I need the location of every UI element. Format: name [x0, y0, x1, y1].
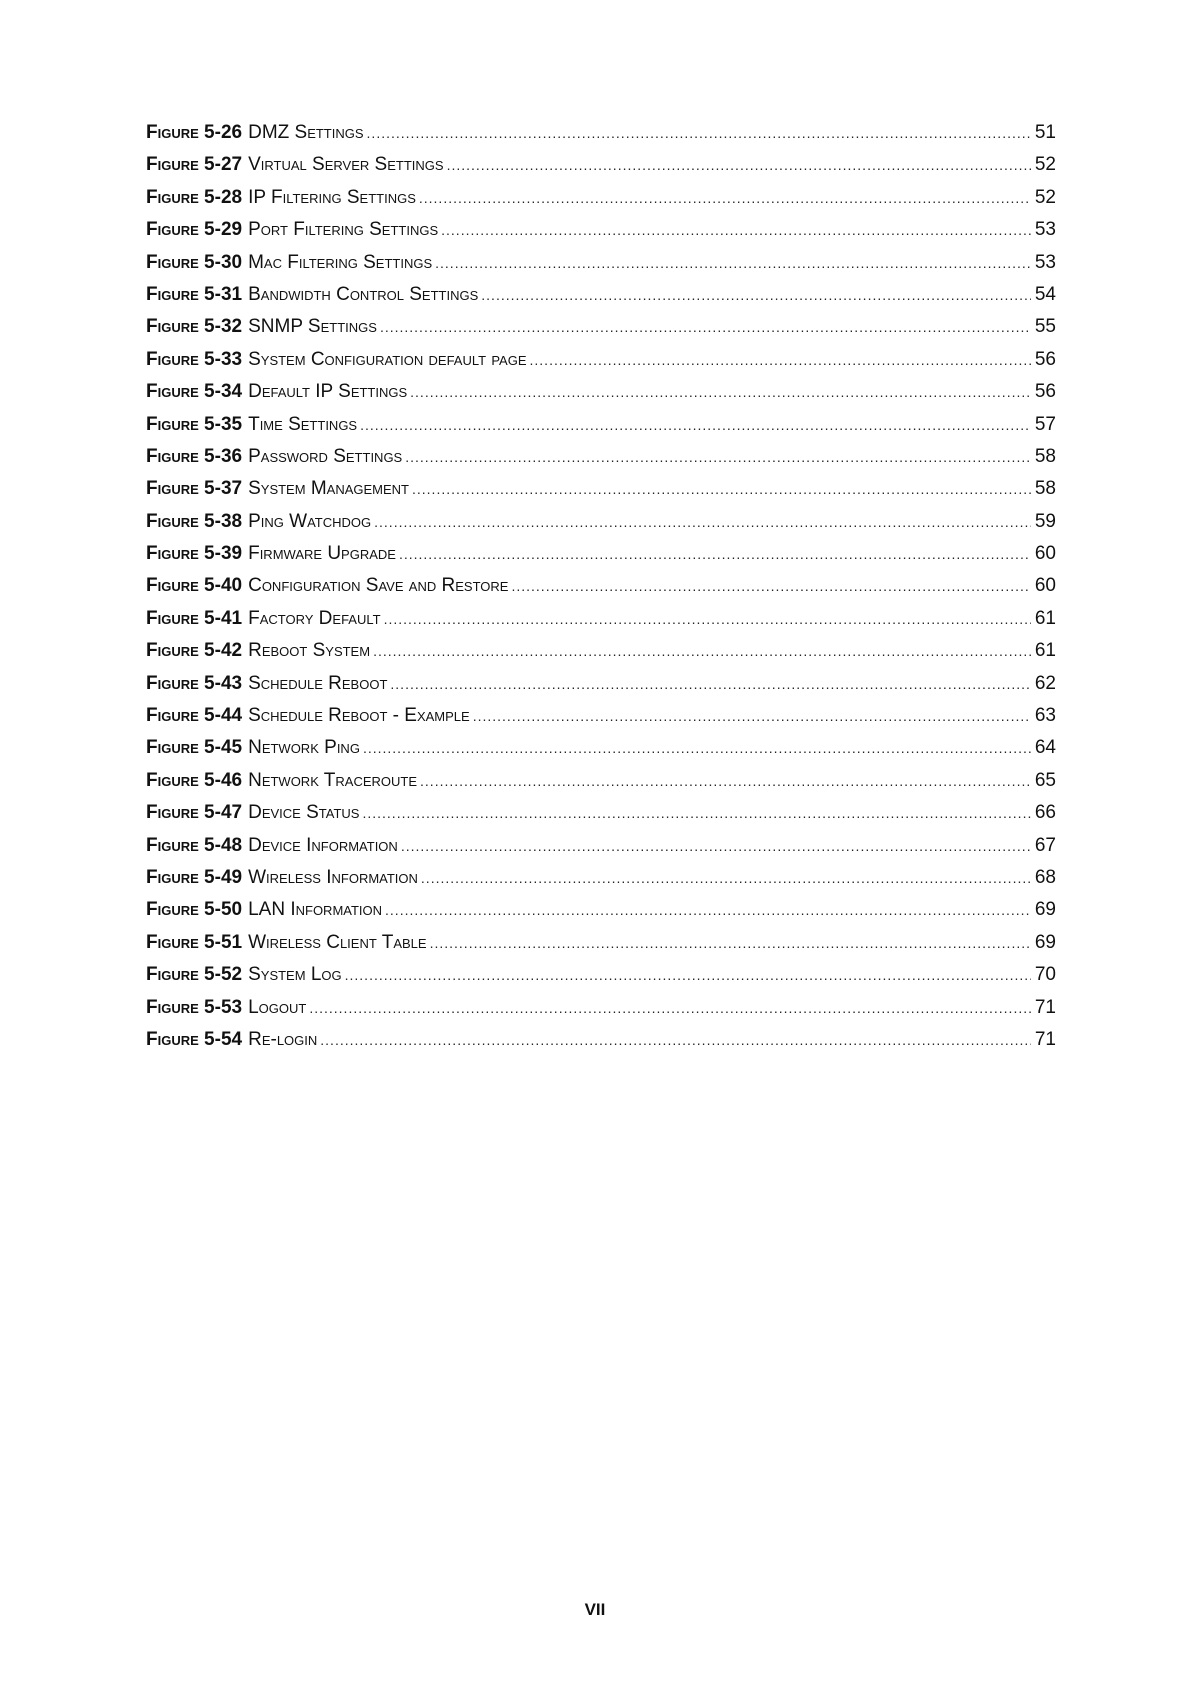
toc-entry[interactable] [146, 927, 1056, 959]
page-number: 71 [1034, 996, 1056, 1018]
page-number: 55 [1034, 316, 1056, 338]
toc-entry[interactable] [146, 603, 1056, 635]
dot-leader [511, 570, 1031, 602]
figure-label: Figure 5-51 [146, 931, 243, 953]
list-of-figures [146, 117, 1056, 1056]
figure-label: Figure 5-50 [146, 899, 243, 921]
figure-title: System Management [248, 478, 409, 500]
figure-label: Figure 5-52 [146, 964, 243, 986]
figure-title: System Configuration default page [248, 348, 527, 370]
figure-title: LAN Information [248, 899, 383, 921]
figure-label: Figure 5-47 [146, 802, 243, 824]
page-number: 52 [1034, 154, 1056, 176]
toc-entry[interactable] [146, 182, 1056, 214]
figure-title: Ping Watchdog [248, 510, 372, 532]
figure-label: Figure 5-44 [146, 705, 243, 727]
figure-title: Reboot System [248, 640, 371, 662]
page-number: 66 [1034, 802, 1056, 824]
dot-leader [309, 992, 1031, 1024]
figure-label: Figure 5-49 [146, 866, 243, 888]
figure-title: Network Ping [248, 737, 360, 759]
figure-label: Figure 5-30 [146, 251, 243, 273]
figure-title: Mac Filtering Settings [248, 251, 433, 273]
figure-title: Firmware Upgrade [248, 543, 396, 565]
figure-label: Figure 5-42 [146, 640, 243, 662]
toc-entry[interactable] [146, 862, 1056, 894]
dot-leader [374, 506, 1031, 538]
toc-entry[interactable] [146, 894, 1056, 926]
dot-leader [447, 149, 1031, 181]
figure-label: Figure 5-28 [146, 186, 243, 208]
dot-leader [481, 279, 1031, 311]
figure-title: System Log [248, 964, 342, 986]
page-number: 64 [1034, 737, 1056, 759]
figure-label: Figure 5-35 [146, 413, 243, 435]
figure-label: Figure 5-48 [146, 834, 243, 856]
dot-leader [405, 441, 1031, 473]
toc-entry[interactable] [146, 765, 1056, 797]
toc-entry[interactable] [146, 344, 1056, 376]
toc-entry[interactable] [146, 830, 1056, 862]
page-number: 61 [1034, 607, 1056, 629]
page-number: 59 [1034, 510, 1056, 532]
page-number: 62 [1034, 672, 1056, 694]
page-number: 60 [1034, 543, 1056, 565]
figure-title: Logout [248, 996, 307, 1018]
dot-leader [441, 214, 1031, 246]
dot-leader [421, 862, 1031, 894]
dot-leader [385, 894, 1031, 926]
figure-title: SNMP Settings [248, 316, 377, 338]
figure-title: Virtual Server Settings [248, 154, 444, 176]
figure-title: Network Traceroute [248, 769, 418, 791]
toc-entry[interactable] [146, 247, 1056, 279]
toc-entry[interactable] [146, 732, 1056, 764]
dot-leader [373, 635, 1031, 667]
page-number: 54 [1034, 283, 1056, 305]
dot-leader [380, 311, 1031, 343]
dot-leader [360, 409, 1031, 441]
page-number: 67 [1034, 834, 1056, 856]
figure-label: Figure 5-26 [146, 122, 243, 143]
dot-leader [362, 797, 1031, 829]
dot-leader [430, 927, 1031, 959]
figure-label: Figure 5-41 [146, 607, 243, 629]
figure-label: Figure 5-39 [146, 543, 243, 565]
figure-label: Figure 5-53 [146, 996, 243, 1018]
figure-title: Password Settings [248, 445, 403, 467]
page-number: 58 [1034, 445, 1056, 467]
figure-title: Bandwidth Control Settings [248, 283, 479, 305]
toc-entry[interactable] [146, 409, 1056, 441]
footer-page-number: VII [584, 1600, 606, 1619]
page-number: 71 [1034, 1028, 1056, 1050]
page-number: 60 [1034, 575, 1056, 597]
dot-leader [435, 247, 1031, 279]
figure-label: Figure 5-27 [146, 154, 243, 176]
page-number: 52 [1034, 186, 1056, 208]
dot-leader [384, 603, 1031, 635]
figure-title: Configuration Save and Restore [248, 575, 509, 597]
figure-title: IP Filtering Settings [248, 186, 416, 208]
figure-label: Figure 5-33 [146, 348, 243, 370]
page-number: 68 [1034, 866, 1056, 888]
toc-entry[interactable] [146, 506, 1056, 538]
figure-label: Figure 5-34 [146, 381, 243, 403]
figure-label: Figure 5-46 [146, 769, 243, 791]
figure-label: Figure 5-54 [146, 1028, 243, 1050]
toc-entry[interactable] [146, 538, 1056, 570]
dot-leader [367, 117, 1031, 149]
toc-entry[interactable] [146, 1024, 1056, 1056]
figure-title: Re-login [248, 1028, 318, 1050]
dot-leader [530, 344, 1031, 376]
figure-label: Figure 5-40 [146, 575, 243, 597]
toc-entry[interactable] [146, 279, 1056, 311]
figure-title: Time Settings [248, 413, 358, 435]
toc-entry[interactable] [146, 959, 1056, 991]
toc-entry[interactable] [146, 570, 1056, 602]
dot-leader [473, 700, 1031, 732]
page-number: 53 [1034, 251, 1056, 273]
page-number: 56 [1034, 381, 1056, 403]
page-number: 69 [1034, 931, 1056, 953]
toc-entry[interactable] [146, 117, 1056, 149]
page-number: 63 [1034, 705, 1056, 727]
dot-leader [363, 732, 1031, 764]
figure-title: Default IP Settings [248, 381, 408, 403]
figure-label: Figure 5-38 [146, 510, 243, 532]
page-number: 56 [1034, 348, 1056, 370]
page-number: 65 [1034, 769, 1056, 791]
dot-leader [420, 765, 1031, 797]
page-number: 57 [1034, 413, 1056, 435]
figure-title: Wireless Client Table [248, 931, 427, 953]
figure-label: Figure 5-37 [146, 478, 243, 500]
page-number: 58 [1034, 478, 1056, 500]
toc-entry[interactable] [146, 441, 1056, 473]
figure-title: Wireless Information [248, 866, 418, 888]
toc-entry[interactable] [146, 376, 1056, 408]
page-number: 61 [1034, 640, 1056, 662]
figure-label: Figure 5-36 [146, 445, 243, 467]
toc-entry[interactable] [146, 311, 1056, 343]
dot-leader [401, 830, 1031, 862]
figure-label: Figure 5-43 [146, 672, 243, 694]
page-number: 53 [1034, 219, 1056, 241]
dot-leader [320, 1024, 1031, 1056]
dot-leader [419, 182, 1031, 214]
toc-entry[interactable] [146, 635, 1056, 667]
dot-leader [399, 538, 1031, 570]
toc-entry[interactable] [146, 668, 1056, 700]
figure-title: Schedule Reboot - Example [248, 705, 470, 727]
figure-label: Figure 5-29 [146, 219, 243, 241]
toc-entry[interactable] [146, 473, 1056, 505]
figure-title: Port Filtering Settings [248, 219, 439, 241]
page-number: 69 [1034, 899, 1056, 921]
figure-title: Device Information [248, 834, 398, 856]
page-number: 51 [1034, 122, 1056, 143]
toc-entry[interactable] [146, 700, 1056, 732]
dot-leader [410, 376, 1031, 408]
toc-entry[interactable] [146, 992, 1056, 1024]
figure-title: Device Status [248, 802, 360, 824]
dot-leader [412, 473, 1031, 505]
toc-entry[interactable] [146, 214, 1056, 246]
figure-label: Figure 5-32 [146, 316, 243, 338]
figure-title: Schedule Reboot [248, 672, 388, 694]
toc-entry[interactable] [146, 797, 1056, 829]
figure-label: Figure 5-45 [146, 737, 243, 759]
figure-label: Figure 5-31 [146, 283, 243, 305]
page-number: 70 [1034, 964, 1056, 986]
toc-entry[interactable] [146, 149, 1056, 181]
dot-leader [345, 959, 1031, 991]
figure-title: Factory Default [248, 607, 381, 629]
dot-leader [390, 668, 1031, 700]
figure-title: DMZ Settings [248, 122, 364, 143]
